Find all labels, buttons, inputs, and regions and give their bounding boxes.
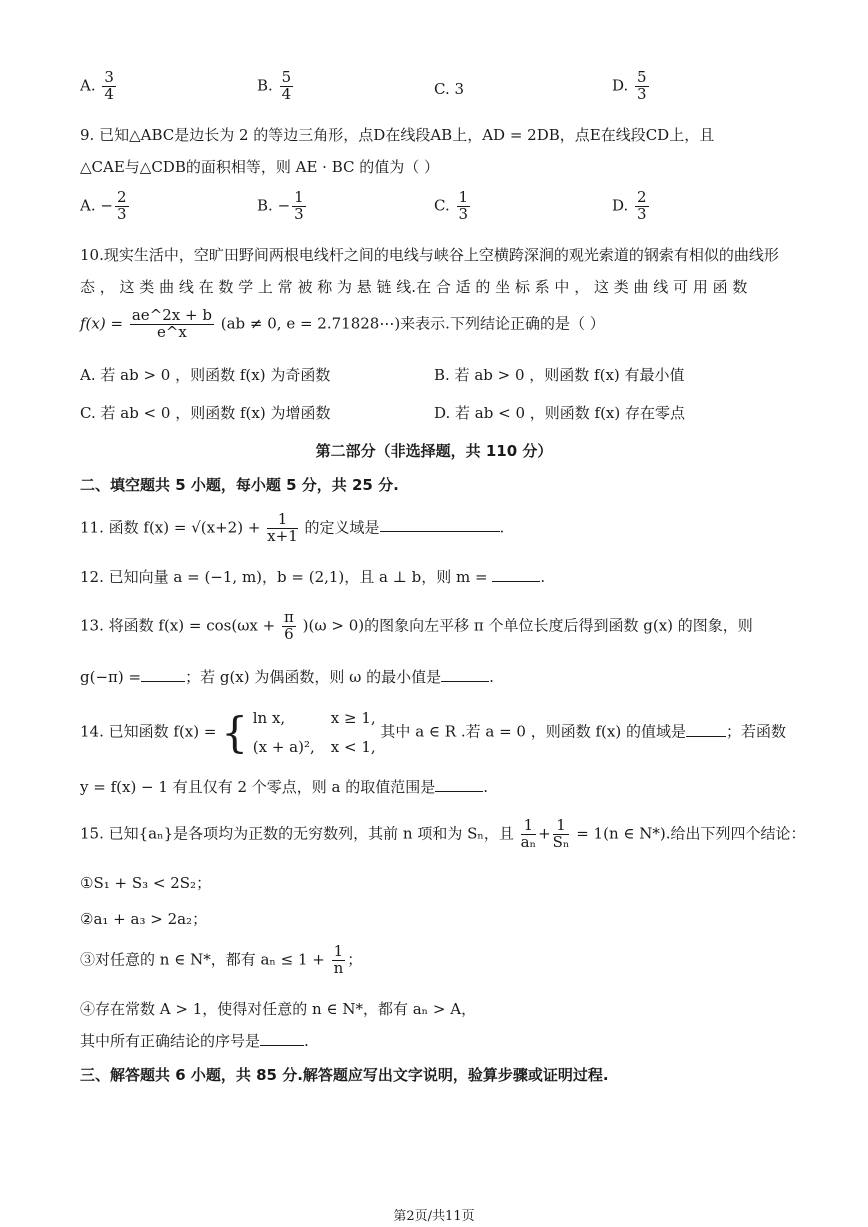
q9-option-c: C. $\frac{1}{3}$ [434, 188, 469, 223]
q14-answer-blank-2 [435, 791, 483, 792]
q15-conclusion-1: ①S₁ + S₃ < 2S₂； [80, 874, 212, 892]
q15-conclusion-4: ④存在常数 A > 1，使得对任意的 n ∈ N*，都有 aₙ > A， [80, 1000, 477, 1018]
q8-option-c: C. 3 [434, 80, 465, 98]
q11: 11. 函数 f(x) = √(x+2) + $\frac{1}{x+1}$ 的定义域是 . [80, 510, 505, 545]
q9-stem-line1: 9. 已知△ABC是边长为 2 的等边三角形，点D在线段AB上，AD = 2DB，点E在线段CD上，且 [80, 126, 715, 144]
q15-stem: 15. 已知{aₙ}是各项均为正数的无穷数列，其前 n 项和为 Sₙ，且 $\frac{1}{\text{aₙ}}$ + $\frac{1}{\text{Sₙ}}$ = 1(n ∈ N*).给出下列四个结论： [80, 816, 806, 851]
q14-line2: y = f(x) − 1 有且仅有 2 个零点，则 a 的取值范围是 . [80, 778, 489, 796]
q10-formula: f(x) = $\frac{ae\^{}2x + b}{e\^{}x}$ (ab ≠ 0, e = 2.71828⋯)来表示.下列结论正确的是（ ） [80, 306, 605, 341]
q8-option-b: B. $\frac{5}{4}$ [257, 68, 292, 103]
q8-option-d: D. $\frac{5}{3}$ [612, 68, 647, 103]
q9-option-d: D. $\frac{2}{3}$ [612, 188, 647, 223]
q13-line1: 13. 将函数 f(x) = cos(ωx + $\frac{\pi}{6}$ )(ω > 0)的图象向左平移 π 个单位长度后得到函数 g(x) 的图象，则 [80, 608, 753, 643]
q15-answer-prompt: 其中所有正确结论的序号是 . [80, 1032, 309, 1050]
q12: 12. 已知向量 a = (−1, m)，b = (2,1)，且 a ⊥ b，则 m = . [80, 568, 546, 586]
q11-answer-blank [380, 531, 500, 532]
q10-stem-line1: 10.现实生活中，空旷田野间两根电线杆之间的电线与峡谷上空横跨深涧的观光索道的钢索有相似的曲线形 [80, 246, 779, 264]
part2-title: 第二部分（非选择题，共 110 分） [315, 442, 553, 460]
piecewise-brace-icon: { [221, 707, 248, 757]
q9-option-b: B. − $\frac{1}{3}$ [257, 188, 304, 223]
q15-answer-blank [260, 1045, 304, 1046]
q10-option-c: C. 若 ab < 0 ，则函数 f(x) 为增函数 [80, 404, 331, 422]
section2-heading: 二、填空题共 5 小题，每小题 5 分，共 25 分. [80, 476, 399, 494]
section3-heading: 三、解答题共 6 小题，共 85 分.解答题应写出文字说明，验算步骤或证明过程. [80, 1066, 609, 1084]
q14-answer-blank-1 [686, 736, 726, 737]
q10-option-b: B. 若 ab > 0 ，则函数 f(x) 有最小值 [434, 366, 685, 384]
q10-stem-line2: 态 ， 这 类 曲 线 在 数 学 上 常 被 称 为 悬 链 线.在 合 适 的 坐 标 系 中 ， 这 类 曲 线 可 用 函 数 [80, 278, 748, 296]
page-footer: 第2页/共11页 [393, 1209, 475, 1224]
q13-answer-blank-2 [441, 681, 489, 682]
q12-answer-blank [492, 581, 540, 582]
q8-option-a: A. $\frac{3}{4}$ [80, 68, 114, 103]
q13-line2: g(−π) = ；若 g(x) 为偶函数，则 ω 的最小值是 . [80, 668, 494, 686]
q15-conclusion-2: ②a₁ + a₃ > 2a₂； [80, 910, 208, 928]
q14-line1: 14. 已知函数 f(x) = { ln x, x ≥ 1, (x + a)², x < 1, 其中 a ∈ R .若 a = 0 ，则函数 f(x) 的值域是 ；若函数 [80, 707, 786, 757]
q13-answer-blank-1 [141, 681, 185, 682]
q9-option-a: A. − $\frac{2}{3}$ [80, 188, 127, 223]
q15-conclusion-3: ③对任意的 n ∈ N*，都有 aₙ ≤ 1 + $\frac{1}{n}$ ； [80, 942, 363, 977]
q10-option-d: D. 若 ab < 0 ，则函数 f(x) 存在零点 [434, 404, 686, 422]
q10-option-a: A. 若 ab > 0 ，则函数 f(x) 为奇函数 [80, 366, 331, 384]
q9-stem-line2: △CAE与△CDB的面积相等，则 AE · BC 的值为（ ） [80, 158, 440, 176]
